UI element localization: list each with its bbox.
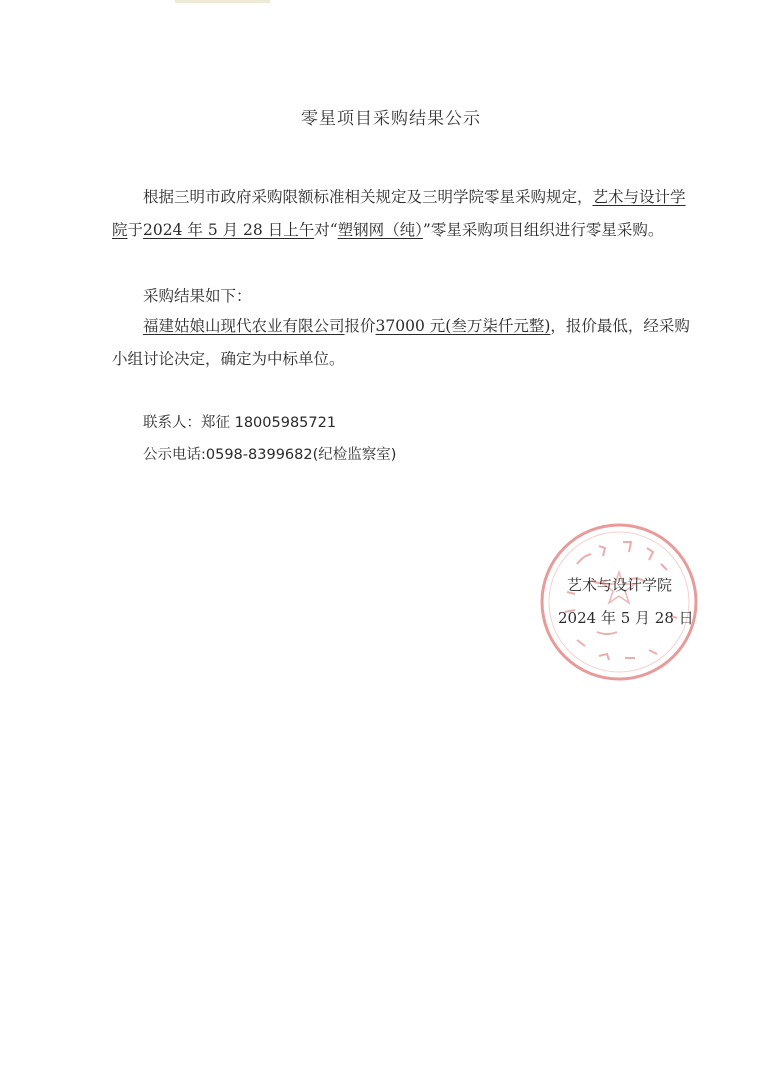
official-seal-icon xyxy=(537,520,701,684)
page-title: 零星项目采购结果公示 xyxy=(301,109,481,129)
public-phone: 公示电话:0598-8399682(纪检监察室) xyxy=(143,447,397,463)
result-heading: 采购结果如下： xyxy=(143,287,252,305)
intro-paragraph xyxy=(112,181,700,247)
result-paragraph xyxy=(112,310,700,376)
procurement-date: 2024 年 5 月 28 日上午 xyxy=(143,221,315,239)
signature-date: 2024 年 5 月 28 日 xyxy=(558,609,694,627)
winning-company: 福建姑娘山现代农业有限公司 xyxy=(143,317,345,335)
intro-text-4: ”零星采购项目组织进行零星采购。 xyxy=(422,221,664,239)
intro-text-1: 根据三明市政府采购限额标准相关规定及三明学院零星采购规定， xyxy=(143,188,593,206)
result-text-1: 报价 xyxy=(344,317,376,335)
intro-text-3: 对“ xyxy=(314,221,338,239)
project-name: 塑钢网（纯） xyxy=(337,221,423,239)
signature-org: 艺术与设计学院 xyxy=(567,576,673,594)
result-text-2: ，报价最低，经采购小组讨论决定，确定为中标单位。 xyxy=(112,317,690,368)
contact-person: 联系人：郑征 18005985721 xyxy=(143,415,337,431)
unit-name: 艺术与设计学院 xyxy=(112,188,686,239)
intro-text-2: 于 xyxy=(127,221,144,239)
bid-amount: 37000 元(叁万柒仟元整) xyxy=(375,317,551,335)
scan-artifact xyxy=(175,0,270,3)
